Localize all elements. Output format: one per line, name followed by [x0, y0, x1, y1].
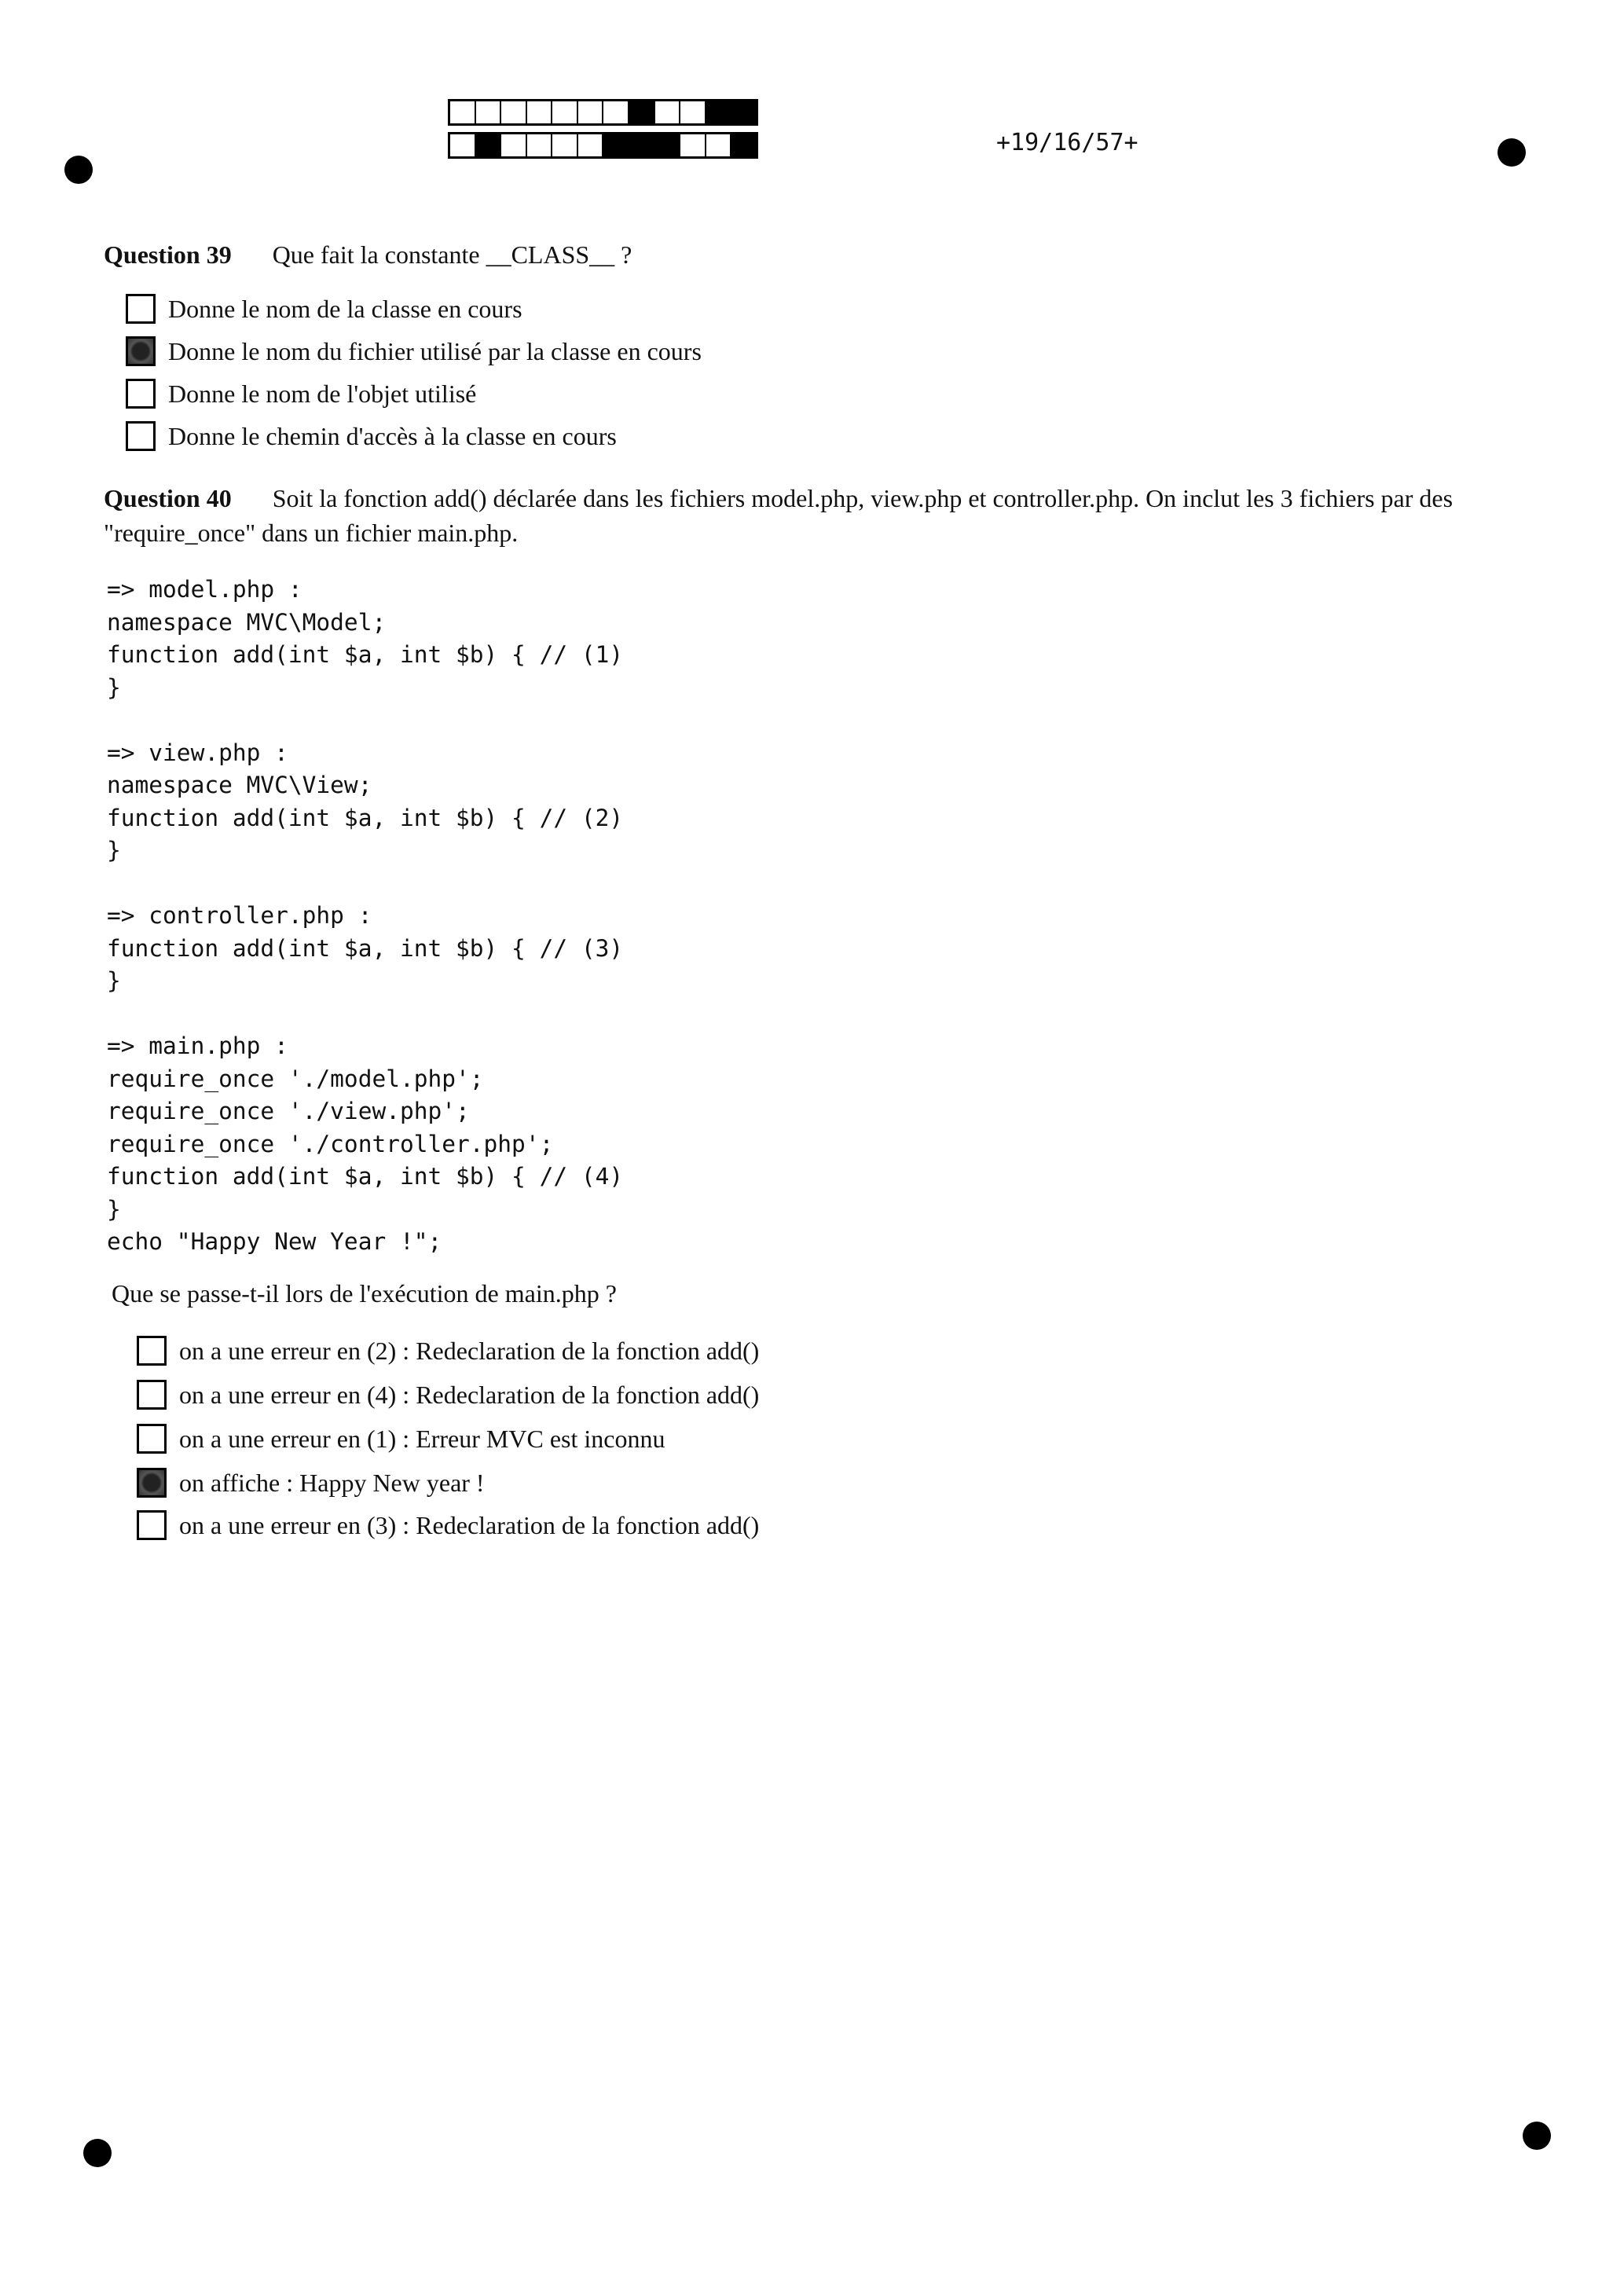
- id-grid-cell: [731, 101, 756, 123]
- q40-option-2[interactable]: [137, 1380, 759, 1410]
- q39-option-4-label: Donne le chemin d'accès à la classe en cours: [168, 421, 617, 450]
- student-id-grid: [448, 99, 758, 165]
- question-40-heading: [104, 481, 1502, 550]
- id-grid-cell: [603, 134, 629, 156]
- id-grid-cell: [501, 134, 527, 156]
- code-block: => model.php : namespace MVC\Model; function add(int $a, int $b) { // (1) } => view.php : namespace MVC\View; function add(int $a, int $b) { // (2) } => controller.php : function add(int $a, int $b) { // (3) } => main.php : require_once './model.php'; require_once './view.php'; require_once './controller.php'; function add(int $a, int $b) { // (4) } echo "Happy New Year !";: [107, 576, 624, 1255]
- id-grid-cell: [706, 101, 732, 123]
- registration-mark-bottom-right: [1523, 2122, 1551, 2150]
- id-grid-cell: [578, 101, 604, 123]
- q39-option-1[interactable]: [126, 294, 522, 324]
- registration-mark-bottom-left: [83, 2139, 112, 2167]
- id-grid-cell: [655, 101, 681, 123]
- q39-option-1-label: Donne le nom de la classe en cours: [168, 294, 522, 323]
- id-grid-cell: [680, 134, 706, 156]
- q39-option-2[interactable]: [126, 336, 702, 366]
- id-grid-row: [448, 99, 758, 126]
- q40-option-3-label: on a une erreur en (1) : Erreur MVC est inconnu: [179, 1424, 665, 1453]
- id-grid-cell: [476, 134, 502, 156]
- id-grid-cell: [706, 134, 732, 156]
- id-grid-row: [448, 132, 758, 159]
- id-grid-cell: [552, 101, 578, 123]
- page-code: +19/16/57+: [996, 129, 1138, 156]
- id-grid-cell: [552, 134, 578, 156]
- q40-option-5-checkbox[interactable]: [137, 1510, 167, 1540]
- q40-option-2-checkbox[interactable]: [137, 1380, 167, 1410]
- q39-option-2-label: Donne le nom du fichier utilisé par la classe en cours: [168, 336, 702, 365]
- q40-option-2-label: on a une erreur en (4) : Redeclaration de la fonction add(): [179, 1380, 760, 1409]
- question-39-label: Question 39: [104, 240, 232, 269]
- id-grid-cell: [527, 101, 553, 123]
- q40-option-4[interactable]: [137, 1468, 485, 1498]
- q39-option-2-checkbox[interactable]: [126, 336, 156, 366]
- q40-option-4-checkbox[interactable]: [137, 1468, 167, 1498]
- id-grid-cell: [578, 134, 604, 156]
- q40-option-4-label: on affiche : Happy New year !: [179, 1468, 485, 1497]
- question-40-label: Question 40: [104, 484, 232, 512]
- registration-mark-top-right: [1498, 138, 1526, 167]
- id-grid-cell: [655, 134, 681, 156]
- question-40-prompt: Soit la fonction add() déclarée dans les fichiers model.php, view.php et controller.php. On inclut les 3 fichiers par des "require_once" dans un fichier main.php.: [104, 484, 1454, 547]
- id-grid-cell: [680, 101, 706, 123]
- id-grid-cell: [450, 134, 476, 156]
- q39-option-3-label: Donne le nom de l'objet utilisé: [168, 379, 477, 408]
- id-grid-cell: [603, 101, 629, 123]
- q39-option-1-checkbox[interactable]: [126, 294, 156, 324]
- q40-option-1[interactable]: [137, 1336, 759, 1366]
- q40-option-3[interactable]: [137, 1424, 665, 1454]
- id-grid-cell: [527, 134, 553, 156]
- q40-option-3-checkbox[interactable]: [137, 1424, 167, 1454]
- id-grid-cell: [450, 101, 476, 123]
- q40-option-5[interactable]: [137, 1510, 759, 1540]
- q39-option-4[interactable]: [126, 421, 617, 451]
- id-grid-cell: [629, 101, 655, 123]
- question-39-heading: [104, 240, 632, 270]
- q39-option-3-checkbox[interactable]: [126, 379, 156, 409]
- q40-option-1-checkbox[interactable]: [137, 1336, 167, 1366]
- registration-mark-top-left: [64, 156, 93, 184]
- question-39-prompt: Que fait la constante __CLASS__ ?: [272, 240, 632, 269]
- id-grid-cell: [501, 101, 527, 123]
- q39-option-4-checkbox[interactable]: [126, 421, 156, 451]
- question-40-subquestion: Que se passe-t-il lors de l'exécution de main.php ?: [112, 1279, 617, 1308]
- id-grid-cell: [629, 134, 655, 156]
- id-grid-cell: [476, 101, 502, 123]
- q40-option-1-label: on a une erreur en (2) : Redeclaration de la fonction add(): [179, 1336, 760, 1365]
- q40-option-5-label: on a une erreur en (3) : Redeclaration de la fonction add(): [179, 1510, 760, 1539]
- q39-option-3[interactable]: [126, 379, 476, 409]
- id-grid-cell: [731, 134, 756, 156]
